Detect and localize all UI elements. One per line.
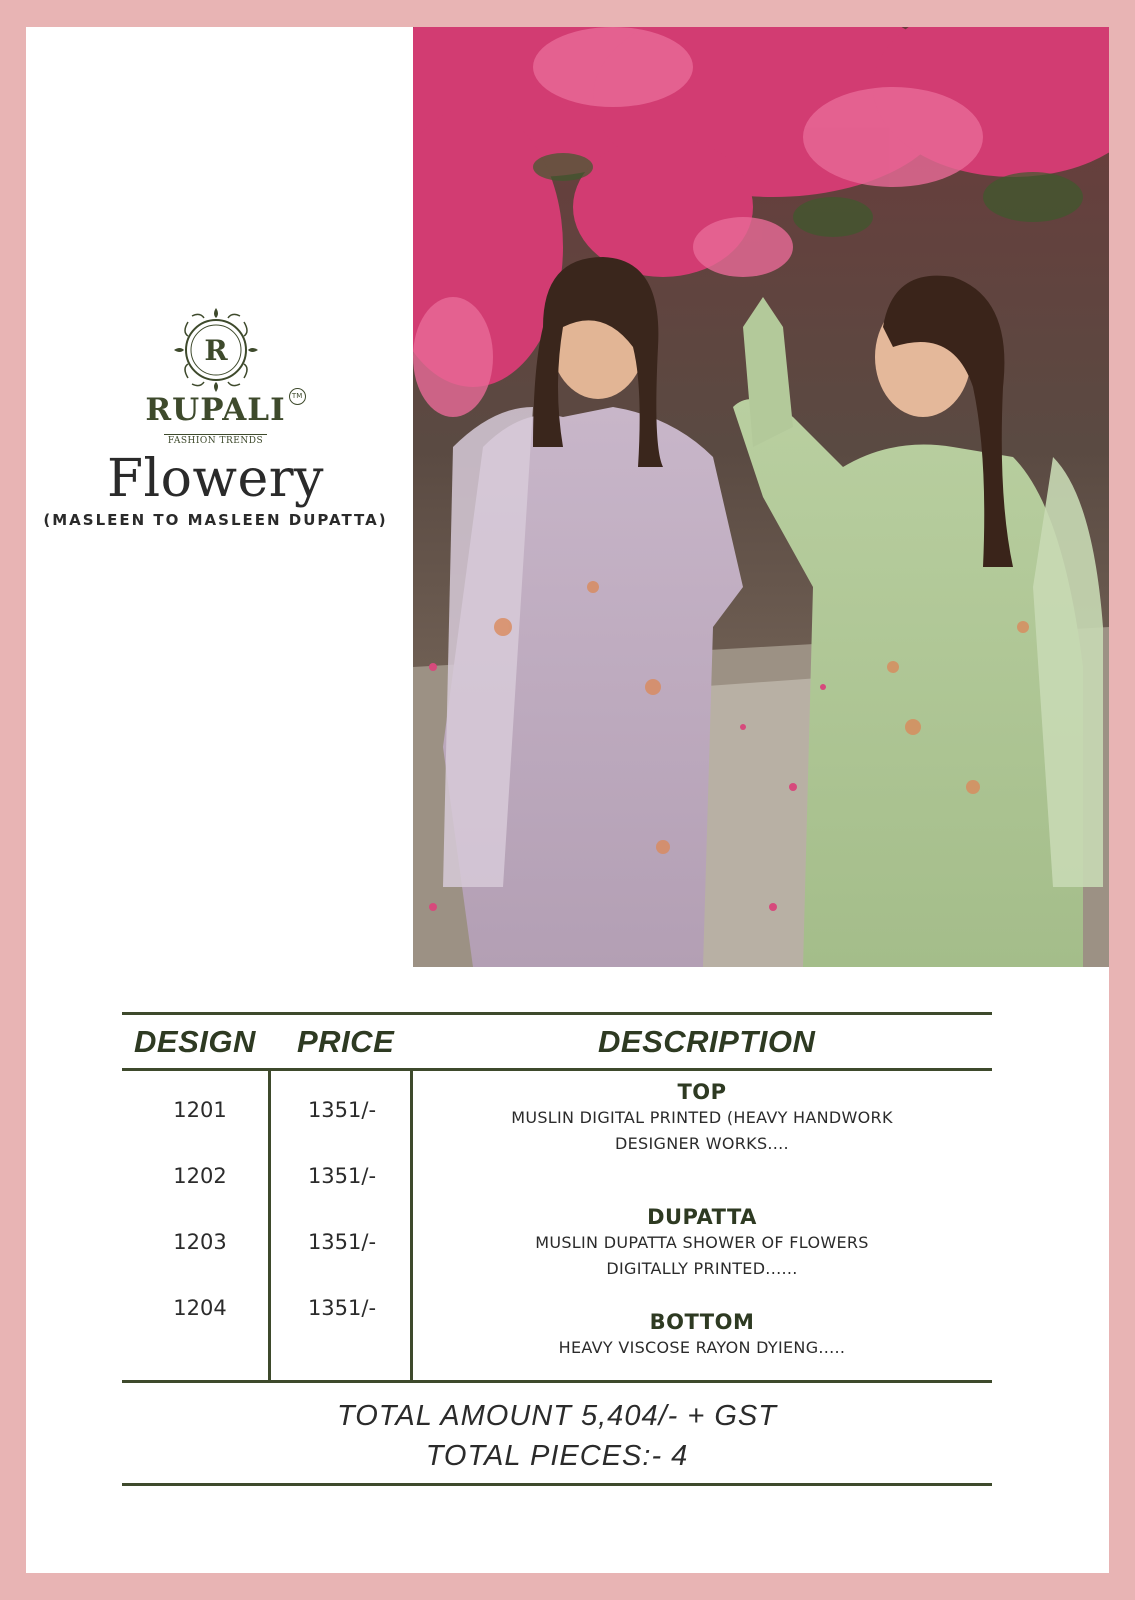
description-dupatta xyxy=(412,1205,992,1281)
header-price: PRICE xyxy=(297,1024,395,1059)
models-illustration xyxy=(413,27,1109,967)
description-line: MUSLIN DIGITAL PRINTED (HEAVY HANDWORK xyxy=(511,1108,893,1127)
description-top xyxy=(412,1080,992,1156)
collection-title: Flowery xyxy=(106,449,325,509)
total-pieces: TOTAL PIECES:- 4 xyxy=(425,1440,689,1472)
table-top-rule xyxy=(122,1012,992,1015)
description-line: DIGITALLY PRINTED...... xyxy=(606,1259,798,1278)
description-line: DESIGNER WORKS.... xyxy=(615,1134,789,1153)
table-bottom-rule xyxy=(122,1483,992,1486)
header-description: DESCRIPTION xyxy=(598,1024,816,1059)
brand-name-wrap xyxy=(145,392,303,428)
design-cell: 1202 xyxy=(173,1164,227,1188)
table-body-rule xyxy=(122,1380,992,1383)
design-cell: 1203 xyxy=(173,1230,227,1254)
brand-tagline: FASHION TRENDS xyxy=(164,434,267,446)
price-cell: 1351/- xyxy=(307,1230,377,1254)
description-heading: TOP xyxy=(677,1080,727,1104)
brand-monogram: R xyxy=(203,334,228,367)
description-bottom xyxy=(412,1310,992,1360)
trademark-mark: TM xyxy=(289,388,306,405)
brand-name: RUPALI xyxy=(145,392,286,428)
brand-emblem-icon xyxy=(168,302,264,398)
spec-table xyxy=(122,1012,992,1487)
price-cell: 1351/- xyxy=(307,1164,377,1188)
product-photo xyxy=(413,27,1109,967)
price-cell: 1351/- xyxy=(307,1296,377,1320)
description-heading: DUPATTA xyxy=(647,1205,757,1229)
total-amount: TOTAL AMOUNT 5,404/- + GST xyxy=(337,1400,777,1432)
price-cell: 1351/- xyxy=(307,1098,377,1122)
design-cell: 1201 xyxy=(173,1098,227,1122)
catalog-sheet xyxy=(26,27,1109,1573)
description-line: MUSLIN DUPATTA SHOWER OF FLOWERS xyxy=(535,1233,869,1252)
design-cell: 1204 xyxy=(173,1296,227,1320)
brand-block xyxy=(26,302,405,529)
header-rule xyxy=(122,1068,992,1071)
header-design: DESIGN xyxy=(134,1024,256,1059)
description-line: HEAVY VISCOSE RAYON DYIENG..... xyxy=(558,1338,846,1357)
description-heading: BOTTOM xyxy=(649,1310,755,1334)
collection-subtitle: (MASLEEN TO MASLEEN DUPATTA) xyxy=(43,511,388,529)
